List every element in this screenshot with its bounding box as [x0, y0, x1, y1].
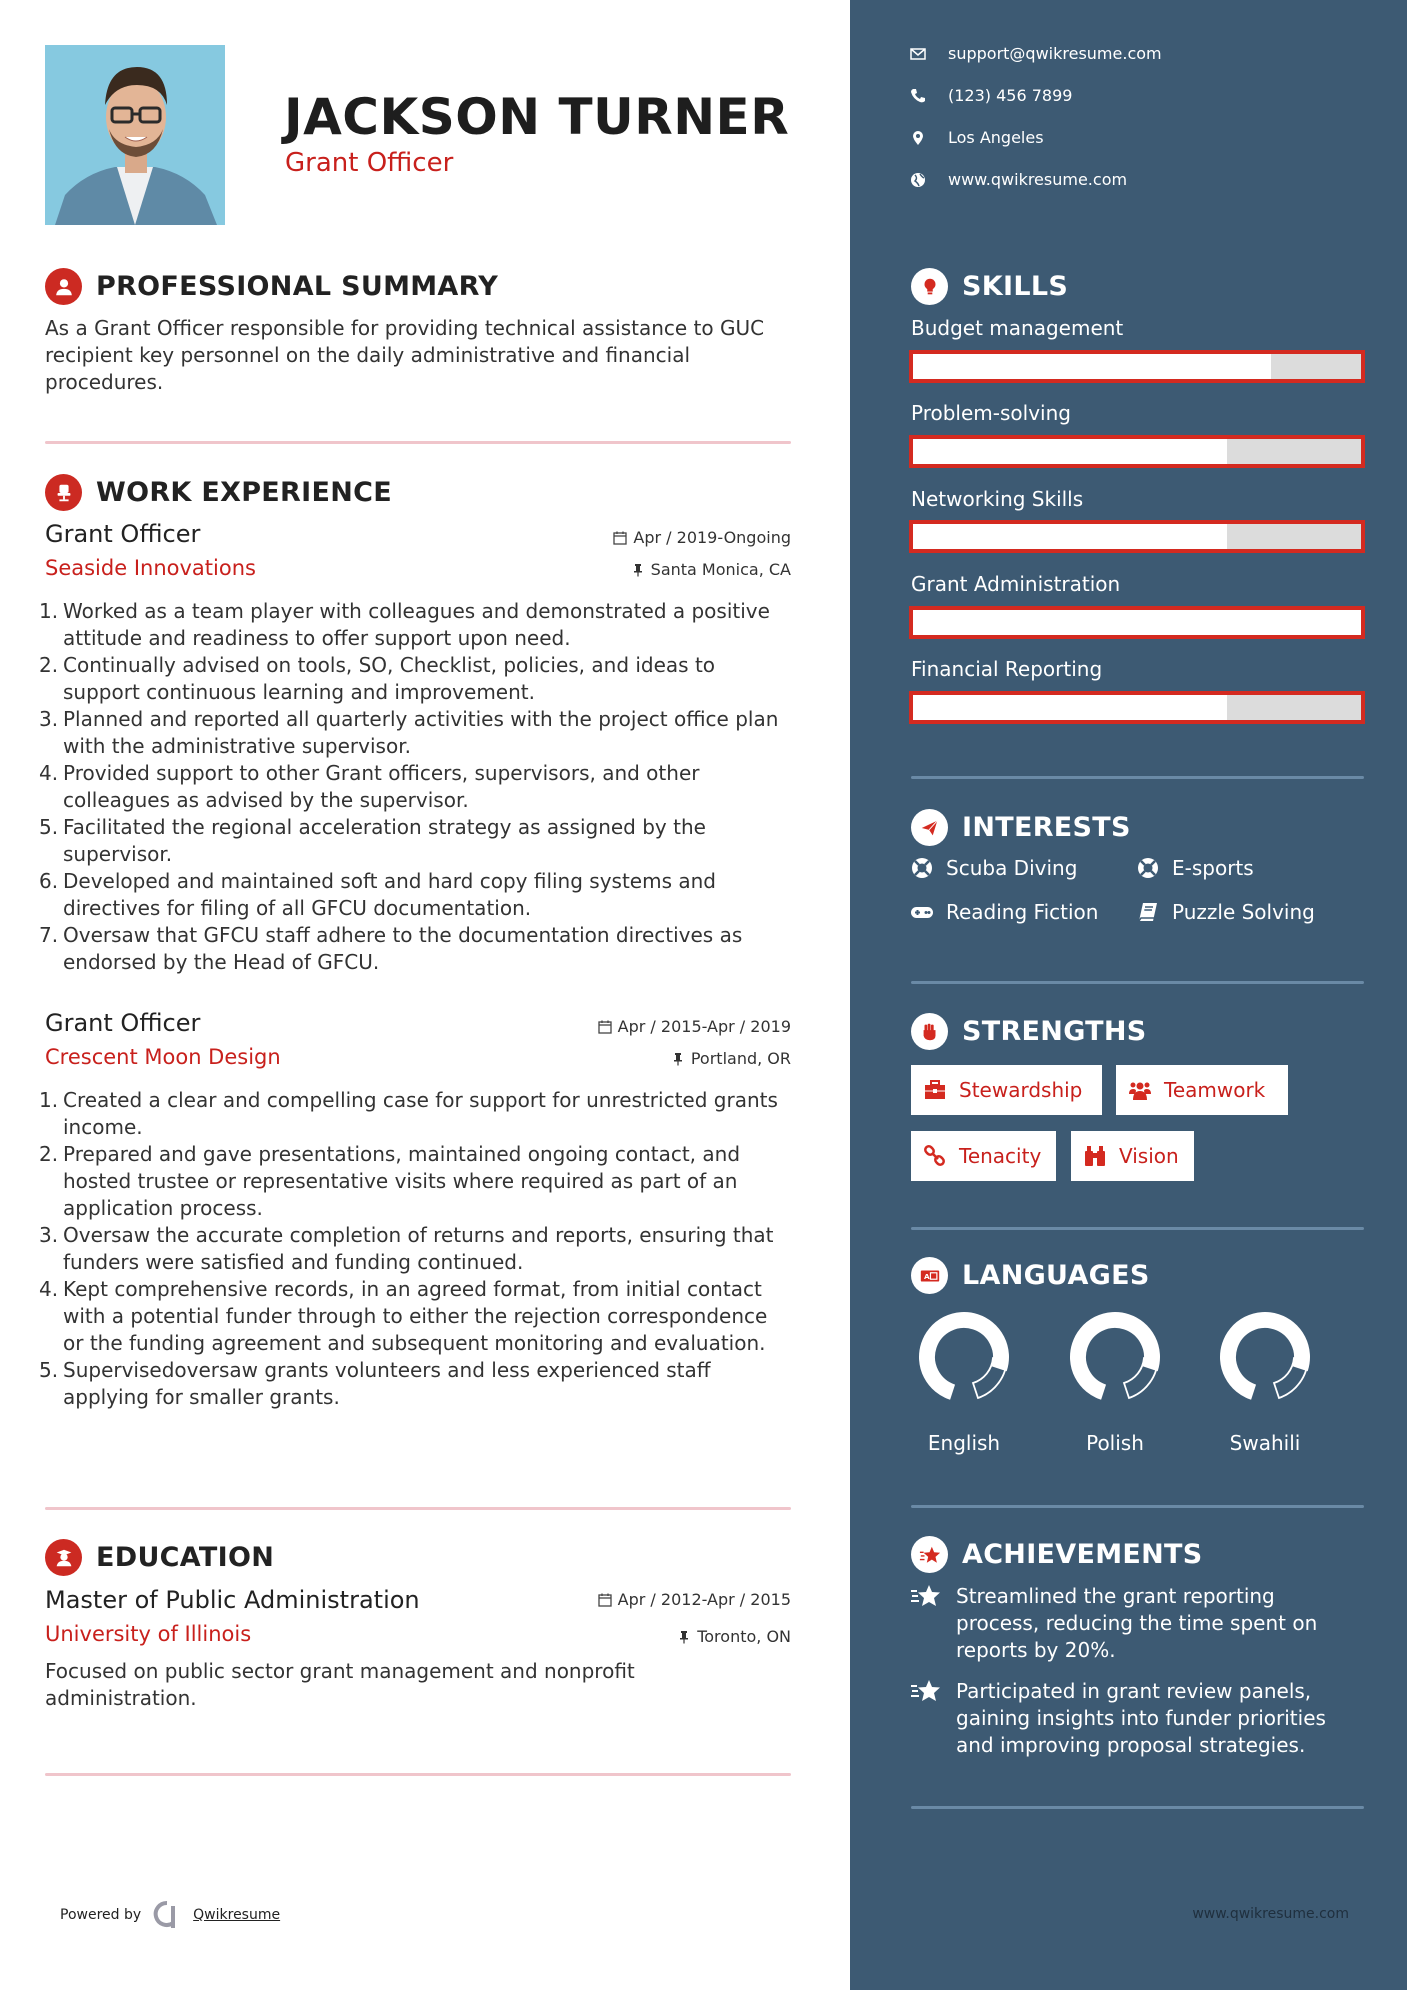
powered-by-label: Powered by	[60, 1907, 142, 1923]
interest-item	[910, 856, 1077, 880]
bullet-item: 1. Created a clear and compelling case for support for unrestricted grants income.	[39, 1088, 778, 1139]
job-company: Seaside Innovations	[45, 556, 256, 580]
skills-heading: SKILLS	[962, 271, 1069, 302]
interest-item	[1136, 856, 1254, 880]
gamepad-icon	[910, 900, 934, 924]
strengths-header	[911, 1013, 1147, 1050]
job-title: Grant Officer	[45, 520, 201, 548]
interest-item	[1136, 900, 1315, 924]
bullet-item: 4. Kept comprehensive records, in an agreed format, from initial contact with a potential funder through to either the rejection correspondence or the funding agreement and subsequent monitoring and evaluation.	[39, 1277, 768, 1355]
bullet-item: 2. Prepared and gave presentations, maintained ongoing contact, and hosted trustee or representative visits where required as part of an application process.	[39, 1142, 741, 1220]
job-title: Grant Officer	[45, 1009, 201, 1037]
interests-heading: INTERESTS	[962, 812, 1131, 843]
job-dates	[598, 1017, 791, 1036]
strength-label: Tenacity	[959, 1144, 1042, 1168]
shooting-star-icon	[910, 1583, 942, 1611]
bullet-item: 3. Planned and reported all quarterly activities with the project office plan with the administrative supervisor.	[39, 707, 779, 758]
job-dates-text: Apr / 2015-Apr / 2019	[617, 1017, 791, 1036]
skill-bar	[909, 435, 1365, 468]
skill-label: Budget management	[911, 316, 1124, 340]
skill-bar-fill	[913, 439, 1227, 464]
qwikresume-logo-icon	[153, 1900, 181, 1930]
phone-text: (123) 456 7899	[948, 86, 1073, 105]
experience-header	[45, 474, 392, 511]
language-item	[1055, 1309, 1175, 1455]
strength-tag	[911, 1131, 1056, 1181]
qwikresume-link[interactable]: Qwikresume	[193, 1907, 281, 1923]
svg-text:A: A	[923, 1271, 930, 1281]
globe-icon	[910, 172, 926, 188]
bullet-item: 2. Continually advised on tools, SO, Checklist, policies, and ideas to support continuous learning and improvement.	[39, 653, 716, 704]
pushpin-icon	[677, 1630, 691, 1644]
contact-location	[910, 128, 1044, 147]
language-donut	[1217, 1309, 1313, 1405]
user-icon	[45, 268, 82, 305]
strength-tag	[911, 1065, 1102, 1115]
bullet-item: 4. Provided support to other Grant officers, supervisors, and other colleagues as advised by the supervisor.	[39, 761, 700, 812]
job-company: Crescent Moon Design	[45, 1045, 281, 1069]
section-divider	[911, 1505, 1364, 1508]
school: University of Illinois	[45, 1622, 252, 1646]
skill-bar-fill	[913, 610, 1361, 635]
degree: Master of Public Administration	[45, 1586, 420, 1614]
job-entry	[39, 1009, 791, 1411]
language-item	[1205, 1309, 1325, 1455]
life-ring-icon	[910, 856, 934, 880]
skill-label: Financial Reporting	[911, 657, 1103, 681]
strength-tag	[1071, 1131, 1194, 1181]
envelope-icon	[910, 46, 926, 62]
map-marker-icon	[910, 130, 926, 146]
lightbulb-icon	[911, 268, 948, 305]
language-icon	[911, 1257, 948, 1294]
star-icon	[911, 1536, 948, 1573]
briefcase-icon	[923, 1078, 947, 1102]
summary-heading: PROFESSIONAL SUMMARY	[96, 271, 499, 302]
skill-bar	[909, 691, 1365, 724]
website-text: www.qwikresume.com	[948, 170, 1128, 189]
calendar-icon	[598, 1593, 612, 1607]
experience-heading: WORK EXPERIENCE	[96, 477, 392, 508]
profile-photo	[45, 45, 225, 225]
skill-bar-fill	[913, 524, 1227, 549]
job-dates	[613, 528, 791, 547]
skills-header	[911, 268, 1068, 305]
education-heading: EDUCATION	[96, 1542, 275, 1573]
pushpin-icon	[671, 1052, 685, 1066]
office-chair-icon	[45, 474, 82, 511]
achievement-text: Streamlined the grant reporting process, reducing the time spent on reports by 20%.	[956, 1584, 1318, 1662]
strengths-heading: STRENGTHS	[962, 1016, 1147, 1047]
contact-email[interactable]	[910, 44, 1162, 63]
phone-icon	[910, 88, 926, 104]
section-divider	[45, 1507, 791, 1510]
life-ring-icon	[1136, 856, 1160, 880]
section-divider	[911, 776, 1364, 779]
strength-label: Stewardship	[959, 1078, 1083, 1102]
shooting-star-icon	[910, 1678, 942, 1706]
skill-bar	[909, 350, 1365, 383]
languages-heading: LANGUAGES	[962, 1260, 1150, 1291]
skill-label: Networking Skills	[911, 487, 1084, 511]
bullet-item: 5. Facilitated the regional acceleration strategy as assigned by the supervisor.	[39, 815, 706, 866]
education-entry	[45, 1586, 791, 1712]
candidate-title: Grant Officer	[285, 148, 454, 178]
users-icon	[1128, 1078, 1152, 1102]
achievement-text: Participated in grant review panels, gaining insights into funder priorities and improving proposal strategies.	[956, 1679, 1326, 1757]
education-location-text: Toronto, ON	[697, 1627, 791, 1646]
education-location	[677, 1627, 791, 1646]
language-label: Polish	[1086, 1431, 1144, 1455]
footer-url[interactable]: www.qwikresume.com	[1192, 1906, 1349, 1922]
section-divider	[45, 441, 791, 444]
contact-website[interactable]	[910, 170, 1127, 189]
candidate-name: JACKSON TURNER	[284, 88, 790, 146]
fist-icon	[911, 1013, 948, 1050]
email-text: support@qwikresume.com	[948, 44, 1162, 63]
calendar-icon	[598, 1020, 612, 1034]
skill-bar	[909, 606, 1365, 639]
language-donut	[1067, 1309, 1163, 1405]
paper-plane-icon	[911, 809, 948, 846]
interest-label: Puzzle Solving	[1172, 900, 1315, 924]
book-icon	[1136, 900, 1160, 924]
skill-bar	[909, 520, 1365, 553]
job-bullets	[39, 1087, 791, 1411]
section-divider	[911, 981, 1364, 984]
education-dates	[598, 1590, 791, 1609]
bullet-item: 6. Developed and maintained soft and hard copy filing systems and directives for filing of all GFCU documentation.	[39, 869, 716, 920]
skill-bar-fill	[913, 695, 1227, 720]
language-label: English	[927, 1431, 1001, 1455]
section-divider	[911, 1806, 1364, 1809]
job-location-text: Portland, OR	[690, 1049, 791, 1068]
calendar-icon	[613, 531, 627, 545]
graduate-icon	[45, 1539, 82, 1576]
education-description: Focused on public sector grant management and nonprofit administration.	[45, 1659, 635, 1710]
education-dates-text: Apr / 2012-Apr / 2015	[617, 1590, 791, 1609]
section-divider	[911, 1227, 1364, 1230]
achievement-item	[910, 1678, 1360, 1759]
contact-phone[interactable]	[910, 86, 1072, 105]
person-photo-icon	[45, 45, 225, 225]
bullet-item: 3. Oversaw the accurate completion of returns and reports, ensuring that funders were satisfied and funding continued.	[39, 1223, 774, 1274]
bullet-item: 5. Supervisedoversaw grants volunteers and less experienced staff applying for smaller grants.	[39, 1358, 711, 1409]
achievements-heading: ACHIEVEMENTS	[962, 1539, 1203, 1570]
language-donut	[916, 1309, 1012, 1405]
skill-label: Grant Administration	[911, 572, 1121, 596]
job-location-text: Santa Monica, CA	[650, 560, 791, 579]
job-bullets	[39, 598, 791, 976]
job-location	[671, 1049, 791, 1068]
location-text: Los Angeles	[948, 128, 1044, 147]
strength-label: Teamwork	[1164, 1078, 1266, 1102]
powered-by	[60, 1900, 280, 1930]
skill-label: Problem-solving	[911, 401, 1071, 425]
language-item	[904, 1309, 1024, 1455]
interest-label: E-sports	[1172, 856, 1254, 880]
interest-item	[910, 900, 1098, 924]
language-label: Swahili	[1229, 1431, 1301, 1455]
section-divider	[45, 1773, 791, 1776]
interest-label: Scuba Diving	[946, 856, 1078, 880]
bullet-item: 1. Worked as a team player with colleagues and demonstrated a positive attitude and readiness to offer support upon need.	[39, 599, 770, 650]
summary-text: As a Grant Officer responsible for providing technical assistance to GUC recipient key personnel on the daily administrative and financial procedures.	[45, 316, 765, 394]
interests-header	[911, 809, 1131, 846]
education-header	[45, 1539, 274, 1576]
strength-label: Vision	[1119, 1144, 1179, 1168]
achievement-item	[910, 1583, 1360, 1664]
bullet-item: 7. Oversaw that GFCU staff adhere to the documentation directives as endorsed by the Head of GFCU.	[39, 923, 743, 974]
interest-label: Reading Fiction	[946, 900, 1099, 924]
skill-bar-fill	[913, 354, 1271, 379]
binoculars-icon	[1083, 1144, 1107, 1168]
strength-tag	[1116, 1065, 1288, 1115]
link-icon	[923, 1144, 947, 1168]
job-location	[631, 560, 791, 579]
achievements-header	[911, 1536, 1203, 1573]
pushpin-icon	[631, 563, 645, 577]
job-entry	[39, 520, 791, 976]
languages-header	[911, 1257, 1150, 1294]
summary-header	[45, 268, 498, 305]
job-dates-text: Apr / 2019-Ongoing	[633, 528, 791, 547]
